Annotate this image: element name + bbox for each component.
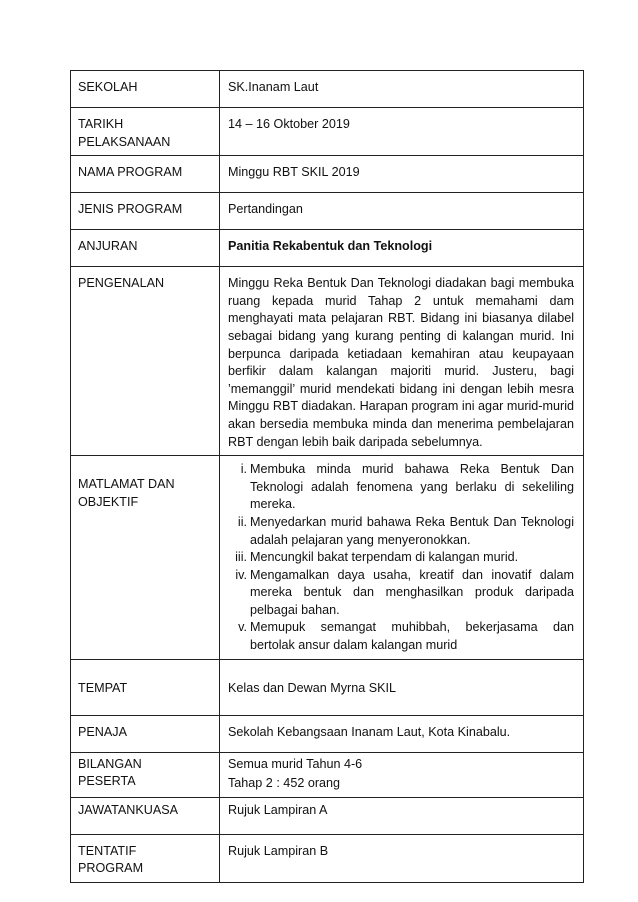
objective-text: Menyedarkan murid bahawa Reka Bentuk Dan Teknologi adalah pelajaran yang menyeronokkan. [250,514,574,547]
row-jawatankuasa [71,797,584,834]
value-tentatif: Rujuk Lampiran B [220,834,584,882]
label-nama-program: NAMA PROGRAM [71,156,220,193]
objective-list [228,461,574,655]
value-bilangan [220,752,584,797]
objective-number: v. [238,620,247,635]
label-tentatif-line2: PROGRAM [78,861,144,876]
objective-text: Membuka minda murid bahawa Reka Bentuk Dan Teknologi adalah fenomena yang berlaku di sekeliling mereka. [250,462,574,512]
objective-number: i. [240,462,247,477]
value-jawatankuasa: Rujuk Lampiran A [220,797,584,834]
label-jenis-program: JENIS PROGRAM [71,193,220,230]
row-pengenalan [71,267,584,456]
label-matlamat-line1: MATLAMAT DAN [78,477,175,492]
value-nama-program: Minggu RBT SKIL 2019 [220,156,584,193]
row-matlamat [71,456,584,660]
objective-text: Mencungkil bakat terpendam di kalangan murid. [250,550,519,565]
value-bilangan-line1: Semua murid Tahun 4-6 [228,756,363,771]
label-sekolah: SEKOLAH [71,71,220,108]
value-sekolah: SK.Inanam Laut [220,71,584,108]
objective-item [228,461,574,514]
row-bilangan-peserta [71,752,584,797]
label-tarikh-line1: TARIKH [78,117,124,131]
row-jenis-program [71,193,584,230]
objective-item [228,514,574,549]
label-matlamat [71,456,220,660]
label-jawatankuasa: JAWATANKUASA [71,797,220,834]
label-tarikh-line2: PELAKSANAAN [78,134,171,149]
objective-number: iv. [235,567,247,582]
label-anjuran: ANJURAN [71,230,220,267]
program-info-table [70,70,584,883]
value-tempat: Kelas dan Dewan Myrna SKIL [220,659,584,715]
value-tarikh: 14 – 16 Oktober 2019 [220,108,584,156]
label-bilangan-line1: BILANGAN [78,756,142,771]
objective-item [228,567,574,620]
row-penaja [71,715,584,752]
value-jenis-program: Pertandingan [220,193,584,230]
objective-text: Memupuk semangat muhibbah, bekerjasama dan bertolak ansur dalam kalangan murid [250,620,574,653]
objective-number: iii. [235,550,247,565]
row-tempat [71,659,584,715]
row-nama-program [71,156,584,193]
row-tarikh [71,108,584,156]
row-sekolah [71,71,584,108]
objective-item [228,549,574,567]
objective-number: ii. [237,514,247,529]
label-tempat: TEMPAT [71,659,220,715]
label-bilangan-line2: PESERTA [78,774,136,789]
objective-text: Mengamalkan daya usaha, kreatif dan inovatif dalam mereka bentuk dan menghasilkan produk daripada pelbagai bahan. [250,567,574,617]
value-penaja: Sekolah Kebangsaan Inanam Laut, Kota Kinabalu. [220,715,584,752]
label-tentatif-line1: TENTATIF [78,843,137,858]
row-tentatif [71,834,584,882]
label-matlamat-line2: OBJEKTIF [78,494,139,509]
label-tentatif [71,834,220,882]
objective-item [228,619,574,654]
row-anjuran [71,230,584,267]
label-tarikh [71,108,220,156]
label-pengenalan: PENGENALAN [71,267,220,456]
value-pengenalan: Minggu Reka Bentuk Dan Teknologi diadakan bagi membuka ruang kepada murid Tahap 2 untuk memahami dam menghayati mata pelajaran RBT. Bidang ini biasanya dilabel sebagai bidang yang kurang penting di kalangan murid. Ini berpunca daripada ketiadaan kemahiran atau keupayaan berfikir dalam kalangan majoriti murid. Justeru, bagi ’memanggil’ murid mendekati bidang ini dengan lebih mesra Minggu RBT diadakan. Harapan program ini agar murid-murid akan bersedia membuka minda dan menerima pembelajaran RBT dengan lebih baik daripada sebelumnya. [220,267,584,456]
value-matlamat [220,456,584,660]
label-penaja: PENAJA [71,715,220,752]
value-anjuran: Panitia Rekabentuk dan Teknologi [220,230,584,267]
label-bilangan [71,752,220,797]
value-bilangan-line2: Tahap 2 : 452 orang [228,776,341,791]
